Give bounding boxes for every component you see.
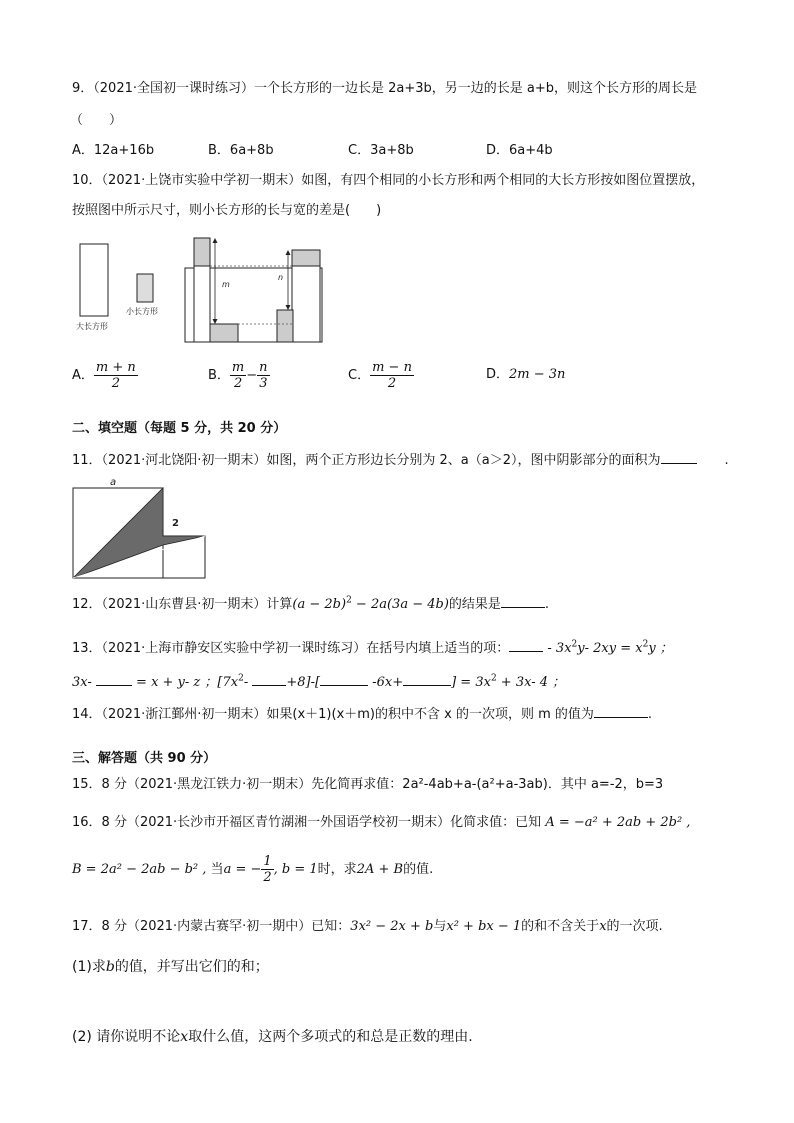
q10-small-rect-top-right xyxy=(292,250,320,266)
q10-option-c: C． $\frac{m - n}{2}$ xyxy=(348,360,412,391)
q10-small-rect-top-left xyxy=(194,238,210,266)
q10-small-rect-bottom-left xyxy=(210,324,238,342)
q12-text: 12．（2021·山东曹县·初一期末）计算$(a - 2b)^2 - 2a(3a - 4b)$的结果是 . xyxy=(72,595,550,612)
q10-option-b: B． $\frac{m}{2}$ − $\frac{n}{3}$ xyxy=(208,360,268,391)
q9-option-c: C．3a+8b xyxy=(348,143,414,158)
q11-2-label: 2 xyxy=(172,518,179,529)
q9-option-d: D．6a+4b xyxy=(486,143,553,158)
q16-line2: B = 2a² − 2ab − b² , 当a = − $\frac{1}{2}$ , b = 1时，求2A + B的值. xyxy=(72,854,434,885)
q13-line1: 13．（2021·上海市静安区实验中学初一课时练习）在括号内填上适当的项： - $3x^2y-$ $2xy = x^2y$ ； xyxy=(72,639,673,656)
q13-blank-5[interactable] xyxy=(403,672,451,686)
q9-line1: 9．（2021·全国初一课时练习）一个长方形的一边长是 2a+3b，另一边的长是 a+b，则这个长方形的周长是 xyxy=(72,81,698,96)
q17-sub1: (1)求b的值，并写出它们的和； xyxy=(72,959,269,975)
section3-title: 三、解答题（共 90 分） xyxy=(72,751,217,766)
q13-blank-4[interactable] xyxy=(320,672,368,686)
q14-answer-blank[interactable] xyxy=(594,704,648,718)
q13-line2: 3x- = x + y- z ；$[7x^2- +8]-$[ -6x+ ] = $3x^2 + 3x-$ 4 ； xyxy=(72,673,566,690)
q10-option-a: A． $\frac{m + n}{2}$ xyxy=(72,360,136,391)
q10-option-d: D．2m − 3n xyxy=(486,367,566,382)
q10-small-label: 小长方形 xyxy=(126,307,158,316)
q12-answer-blank[interactable] xyxy=(501,594,545,608)
q10-figure xyxy=(70,232,330,344)
q11-answer-blank[interactable] xyxy=(661,450,697,464)
q17-sub2: (2) 请你说明不论x取什么值，这两个多项式的和总是正数的理由. xyxy=(72,1029,473,1045)
q9-answer-paren: （ ） xyxy=(70,113,123,128)
q13-blank-1[interactable] xyxy=(509,638,543,652)
q10-small-rect xyxy=(137,274,153,302)
q10-line2: 按照图中所示尺寸，则小长方形的长与宽的差是( ) xyxy=(72,203,382,218)
q17-line1: 17．8 分（2021·内蒙古赛罕·初一期中）已知：3x² − 2x + b与x² + bx − 1的和不含关于x的一次项. xyxy=(72,919,663,934)
q14-text: 14．（2021·浙江鄞州·初一期末）如果(x＋1)(x＋m)的积中不含 x 的一次项，则 m 的值为 . xyxy=(72,704,652,724)
q11-a-label: a xyxy=(110,477,117,488)
q10-small-rect-bottom-right xyxy=(277,310,293,342)
q15-text: 15．8 分（2021·黑龙江铁力·初一期末）先化简再求值：2a²-4ab+a-(a²+a-3ab)．其中 a=-2，b=3 xyxy=(72,777,664,792)
q13-blank-2[interactable] xyxy=(96,672,132,686)
q9-option-a: A．12a+16b xyxy=(72,143,155,158)
q10-big-label: 大长方形 xyxy=(76,322,108,331)
section2-title: 二、填空题（每题 5 分，共 20 分） xyxy=(72,421,287,436)
q9-option-b: B．6a+8b xyxy=(208,143,274,158)
q10-n-label: n xyxy=(278,273,284,282)
q10-line1: 10．（2021·上饶市实验中学初一期末）如图，有四个相同的小长方形和两个相同的大长方形按如图位置摆放， xyxy=(72,173,705,188)
q10-m-label: m xyxy=(222,280,230,289)
q11-text: 11．（2021·河北饶阳·初一期末）如图，两个正方形边长分别为 2、a（a＞2），图中阴影部分的面积为 . xyxy=(72,450,729,470)
q10-big-rect xyxy=(80,244,108,316)
q13-blank-3[interactable] xyxy=(252,672,286,686)
q16-line1: 16．8 分（2021·长沙市开福区青竹湖湘一外国语学校初一期末）化简求值：已知 A = −a² + 2ab + 2b² , xyxy=(72,815,691,830)
q11-figure xyxy=(70,474,210,580)
